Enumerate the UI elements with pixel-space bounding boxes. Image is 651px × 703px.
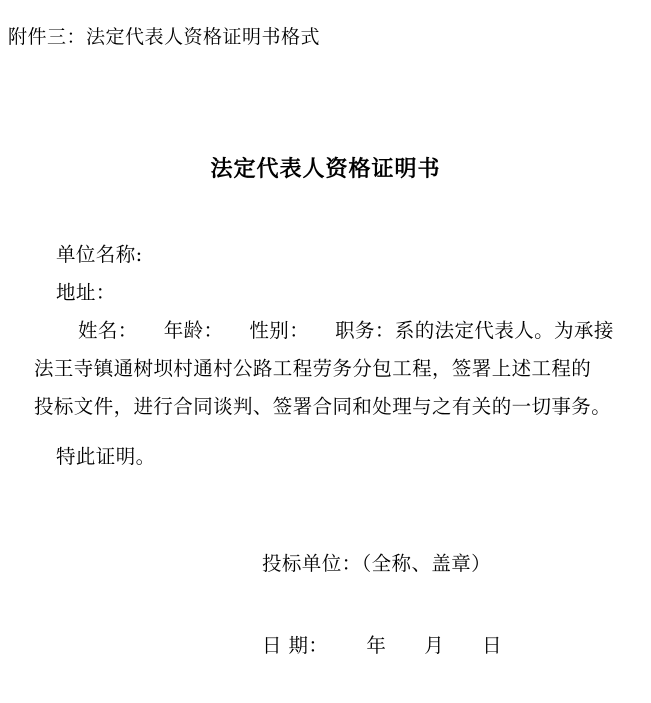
month-label: 月 bbox=[424, 634, 445, 657]
signature-block bbox=[0, 545, 651, 583]
position-field-label: 职务： bbox=[335, 319, 395, 342]
day-label: 日 bbox=[482, 634, 503, 657]
year-label: 年 bbox=[366, 634, 387, 657]
body-paragraph-line-2: 法王寺镇通树坝村通村公路工程劳务分包工程，签署上述工程的 bbox=[34, 357, 592, 380]
address-field-label: 地址： bbox=[56, 281, 116, 304]
person-info-line bbox=[34, 312, 634, 350]
company-name-field-label: 单位名称: bbox=[56, 243, 143, 266]
position-suffix-text: 系的法定代表人。为承接 bbox=[394, 319, 614, 342]
name-field-label: 姓名： bbox=[78, 319, 138, 342]
certify-statement: 特此证明。 bbox=[56, 445, 156, 468]
date-label: 日 期： bbox=[262, 634, 329, 657]
page-title: 法定代表人资格证明书 bbox=[210, 156, 441, 182]
age-field-label: 年龄： bbox=[163, 319, 224, 342]
attachment-heading: 附件三：法定代表人资格证明书格式 bbox=[8, 26, 321, 48]
body-paragraph-line-3: 投标文件，进行合同谈判、签署合同和处理与之有关的一切事务。 bbox=[34, 395, 612, 418]
date-line bbox=[0, 630, 651, 658]
document-body bbox=[34, 236, 634, 476]
gender-field-label: 性别： bbox=[249, 319, 310, 342]
bidder-signature-label: 投标单位：（全称、盖章） bbox=[262, 552, 492, 575]
